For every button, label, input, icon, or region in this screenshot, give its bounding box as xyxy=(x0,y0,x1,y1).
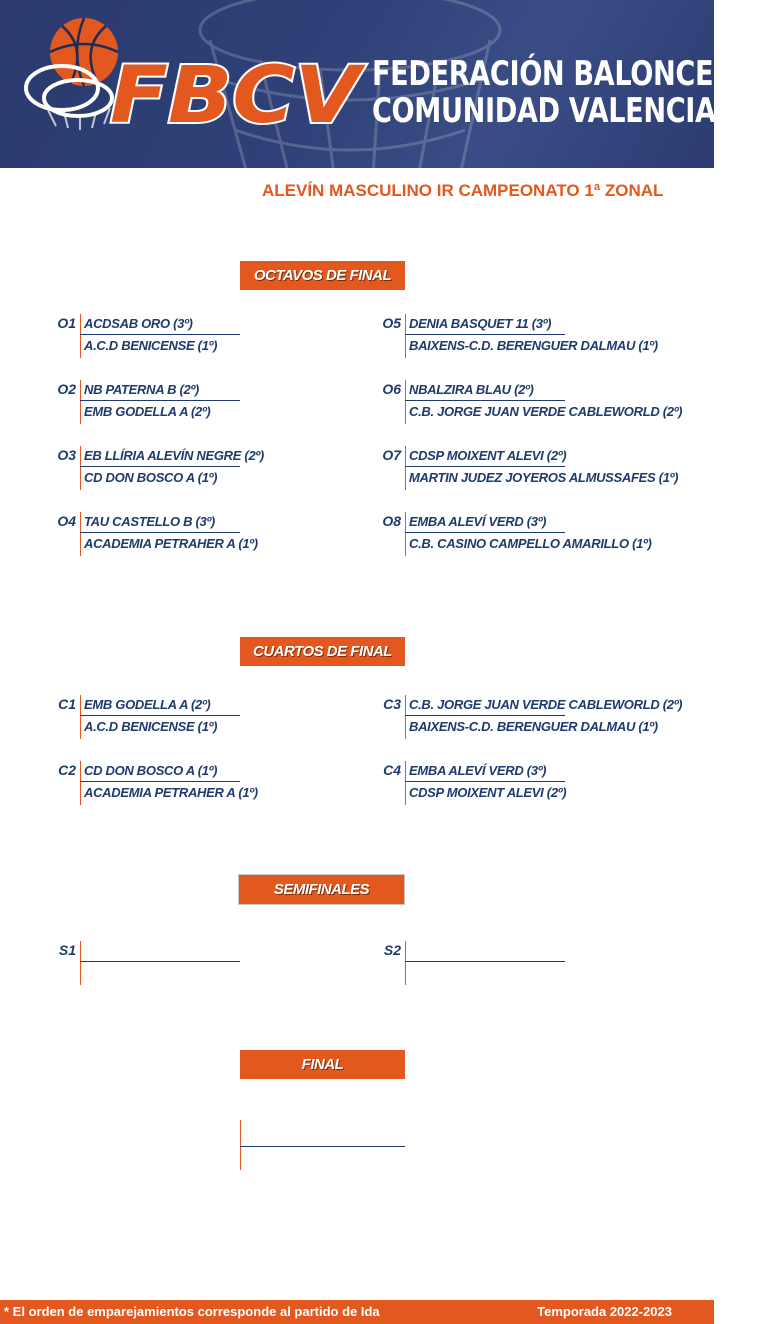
footer-note: * El orden de emparejamientos corresponde al partido de Ida xyxy=(4,1304,380,1319)
match-code: O5 xyxy=(382,315,401,331)
team-home: NB PATERNA B (2º) xyxy=(84,382,199,397)
match-code: O8 xyxy=(382,513,401,529)
competition-title: ALEVÍN MASCULINO IR CAMPEONATO 1ª ZONAL xyxy=(262,181,664,200)
season-label: Temporada 2022-2023 xyxy=(537,1304,672,1319)
match-code: C3 xyxy=(383,696,401,712)
match-code: S1 xyxy=(58,942,76,958)
match-code: S2 xyxy=(383,942,401,958)
header-banner xyxy=(0,0,773,168)
team-home: NBALZIRA BLAU (2º) xyxy=(409,382,534,397)
match-code: O7 xyxy=(382,447,401,463)
team-away: ACADEMIA PETRAHER A (1º) xyxy=(84,785,258,800)
match-code: O3 xyxy=(57,447,76,463)
team-away: BAIXENS-C.D. BERENGUER DALMAU (1º) xyxy=(409,719,658,734)
bracket-line-vertical xyxy=(405,695,406,739)
bracket-line-vertical xyxy=(80,761,81,805)
round-label-cuartos: CUARTOS DE FINAL xyxy=(240,637,405,666)
bracket-line-vertical xyxy=(80,695,81,739)
bracket-line-horizontal xyxy=(240,1146,405,1147)
fbcv-logo xyxy=(18,14,368,141)
match-code: C1 xyxy=(58,696,76,712)
team-home: DENIA BASQUET 11 (3º) xyxy=(409,316,552,331)
match-code: O1 xyxy=(57,315,76,331)
match-code: C2 xyxy=(58,762,76,778)
bracket-line-vertical xyxy=(80,512,81,556)
team-away: A.C.D BENICENSE (1º) xyxy=(84,338,218,353)
bracket-line-horizontal xyxy=(405,466,565,467)
bracket-line-vertical xyxy=(405,761,406,805)
round-label-final: FINAL xyxy=(240,1050,405,1079)
bracket-line-horizontal xyxy=(80,334,240,335)
bracket-line-horizontal xyxy=(80,532,240,533)
team-home: EMBA ALEVÍ VERD (3º) xyxy=(409,514,547,529)
bracket-line-vertical xyxy=(80,941,81,985)
match-code: O6 xyxy=(382,381,401,397)
bracket-line-horizontal xyxy=(80,781,240,782)
bracket-line-horizontal xyxy=(405,781,565,782)
bracket-line-vertical xyxy=(405,446,406,490)
team-home: CDSP MOIXENT ALEVI (2º) xyxy=(409,448,567,463)
match-code: O4 xyxy=(57,513,76,529)
bracket-line-horizontal xyxy=(80,400,240,401)
bracket-line-horizontal xyxy=(405,334,565,335)
bracket-line-horizontal xyxy=(80,466,240,467)
bracket-line-vertical xyxy=(405,941,406,985)
match-code: C4 xyxy=(383,762,401,778)
round-label-octavos: OCTAVOS DE FINAL xyxy=(240,261,405,290)
team-home: EMB GODELLA A (2º) xyxy=(84,697,211,712)
logo-text: FBCV xyxy=(110,51,367,141)
round-label-semifinales: SEMIFINALES xyxy=(238,874,405,905)
team-home: EMBA ALEVÍ VERD (3º) xyxy=(409,763,547,778)
org-name-line1: FEDERACIÓN BALONCESTO xyxy=(372,54,773,94)
team-home: C.B. JORGE JUAN VERDE CABLEWORLD (2º) xyxy=(409,697,683,712)
team-home: CD DON BOSCO A (1º) xyxy=(84,763,218,778)
bracket-line-vertical xyxy=(80,314,81,358)
team-away: ACADEMIA PETRAHER A (1º) xyxy=(84,536,258,551)
org-name-line2: COMUNIDAD VALENCIANA xyxy=(372,91,759,131)
bracket-line-horizontal xyxy=(405,400,565,401)
footer-bar xyxy=(0,1300,714,1324)
team-away: EMB GODELLA A (2º) xyxy=(84,404,211,419)
team-away: C.B. CASINO CAMPELLO AMARILLO (1º) xyxy=(409,536,652,551)
bracket-line-horizontal xyxy=(80,961,240,962)
team-home: EB LLÍRIA ALEVÍN NEGRE (2º) xyxy=(84,448,264,463)
bracket-line-horizontal xyxy=(405,532,565,533)
team-home: ACDSAB ORO (3º) xyxy=(84,316,193,331)
team-away: CD DON BOSCO A (1º) xyxy=(84,470,218,485)
team-away: CDSP MOIXENT ALEVI (2º) xyxy=(409,785,567,800)
bracket-line-horizontal xyxy=(405,715,565,716)
team-away: C.B. JORGE JUAN VERDE CABLEWORLD (2º) xyxy=(409,404,683,419)
bracket-line-vertical xyxy=(80,446,81,490)
bracket-line-vertical xyxy=(405,512,406,556)
team-home: TAU CASTELLO B (3º) xyxy=(84,514,215,529)
team-away: A.C.D BENICENSE (1º) xyxy=(84,719,218,734)
team-away: BAIXENS-C.D. BERENGUER DALMAU (1º) xyxy=(409,338,658,353)
bracket-line-horizontal xyxy=(405,961,565,962)
bracket-line-vertical xyxy=(240,1120,241,1170)
bracket-line-vertical xyxy=(80,380,81,424)
team-away: MARTIN JUDEZ JOYEROS ALMUSSAFES (1º) xyxy=(409,470,679,485)
match-code: O2 xyxy=(57,381,76,397)
bracket-line-vertical xyxy=(405,380,406,424)
bracket-line-vertical xyxy=(405,314,406,358)
bracket-line-horizontal xyxy=(80,715,240,716)
